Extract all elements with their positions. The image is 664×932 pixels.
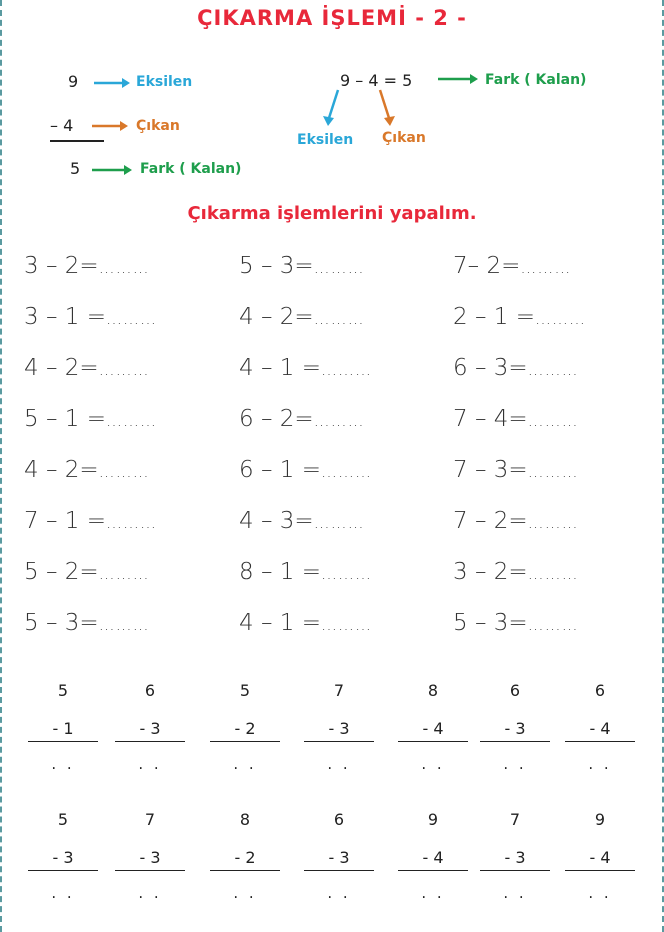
problem-expression: 5 – 1 = [24,406,106,432]
column-subtraction [398,681,468,781]
arrow-right-icon [90,163,134,177]
minuend: 6 [509,681,521,700]
answer-blank[interactable]: ……… [527,360,579,379]
problem-expression: 5 – 3= [24,610,99,636]
sum-line [50,140,104,142]
problem-expression: 6 – 2= [239,406,314,432]
subtrahend: - 3 [504,848,526,867]
problem-expression: 4 – 2= [239,304,314,330]
problem-expression: 7 – 3= [453,457,528,483]
diagram-difference: 5 [70,159,81,178]
subtraction-problem [24,508,157,534]
column-subtraction [115,681,185,781]
subtraction-problem [239,406,365,432]
subtraction-problem [239,610,372,636]
subtrahend: - 3 [504,719,526,738]
label-fark: Fark ( Kalan) [140,161,242,177]
subtraction-problem [239,253,365,279]
answer-blank[interactable]: ……… [105,513,157,532]
subtrahend: - 1 [52,719,74,738]
answer-blank[interactable]: ……… [527,411,579,430]
column-subtraction [28,681,98,781]
subtraction-problem [239,304,365,330]
minuend: 5 [239,681,251,700]
answer-blank[interactable]: ……… [313,258,365,277]
minuend: 9 [427,810,439,829]
column-subtraction [565,810,635,910]
answer-blank[interactable]: . . [588,884,612,902]
problem-expression: 4 – 2= [24,355,99,381]
answer-blank[interactable]: ……… [527,564,579,583]
problem-expression: 5 – 3= [239,253,314,279]
answer-blank[interactable]: ……… [320,564,372,583]
minuend: 6 [144,681,156,700]
subtrahend: - 4 [422,848,444,867]
answer-blank[interactable]: . . [233,755,257,773]
instructions: Çıkarma işlemlerini yapalım. [187,203,477,224]
problem-expression: 7 – 1 = [24,508,106,534]
sum-line [304,870,374,871]
problem-expression: 7 – 4= [453,406,528,432]
problem-expression: 4 – 3= [239,508,314,534]
column-subtraction [565,681,635,781]
column-subtraction [480,681,550,781]
answer-blank[interactable]: ……… [320,615,372,634]
answer-blank[interactable]: . . [51,884,75,902]
column-subtraction [304,810,374,910]
column-subtraction [304,681,374,781]
problem-expression: 3 – 2= [24,253,99,279]
minuend: 6 [594,681,606,700]
label-eksilen: Eksilen [136,74,193,90]
subtraction-problem [453,508,579,534]
answer-blank[interactable]: . . [327,755,351,773]
minuend: 7 [144,810,156,829]
subtrahend: - 3 [139,848,161,867]
diagram-subtrahend: – 4 [50,116,74,135]
column-subtraction [28,810,98,910]
subtraction-problem [24,610,150,636]
answer-blank[interactable]: ……… [527,513,579,532]
answer-blank[interactable]: . . [51,755,75,773]
problem-expression: 5 – 3= [453,610,528,636]
subtraction-problem [24,559,150,585]
subtrahend: - 3 [139,719,161,738]
problem-expression: 5 – 2= [24,559,99,585]
answer-blank[interactable]: . . [138,884,162,902]
sum-line [28,741,98,742]
subtraction-problem [453,610,579,636]
sum-line [480,870,550,871]
label-eksilen-right: Eksilen [297,132,354,148]
sum-line [115,870,185,871]
sum-line [480,741,550,742]
answer-blank[interactable]: ……… [98,360,150,379]
answer-blank[interactable]: ……… [534,309,586,328]
problem-expression: 2 – 1 = [453,304,535,330]
subtraction-problem [239,508,365,534]
column-subtraction [398,810,468,910]
minuend: 7 [333,681,345,700]
subtrahend: - 3 [328,848,350,867]
sum-line [115,741,185,742]
problem-expression: 7 – 2= [453,508,528,534]
answer-blank[interactable]: ……… [98,258,150,277]
answer-blank[interactable]: ……… [520,258,572,277]
answer-blank[interactable]: ……… [313,513,365,532]
problem-expression: 3 – 2= [453,559,528,585]
minuend: 5 [57,810,69,829]
column-subtraction [210,810,280,910]
subtrahend: - 4 [422,719,444,738]
minuend: 8 [427,681,439,700]
label-cikan-right: Çıkan [382,130,426,146]
answer-blank[interactable]: . . [503,755,527,773]
minuend: 8 [239,810,251,829]
column-subtraction [115,810,185,910]
subtraction-problem [24,406,157,432]
minuend: 9 [594,810,606,829]
sum-line [398,870,468,871]
answer-blank[interactable]: ……… [313,411,365,430]
subtrahend: - 4 [589,719,611,738]
subtrahend: - 4 [589,848,611,867]
arrow-right-icon [92,76,132,90]
subtraction-problem [239,457,372,483]
answer-blank[interactable]: ……… [98,564,150,583]
subtraction-problem [453,559,579,585]
answer-blank[interactable]: . . [503,884,527,902]
answer-blank[interactable]: . . [421,884,445,902]
sum-line [565,870,635,871]
answer-blank[interactable]: ……… [105,309,157,328]
subtraction-problem [453,406,579,432]
diagram-minuend: 9 [68,72,79,91]
subtraction-problem [239,559,372,585]
problem-expression: 6 – 3= [453,355,528,381]
problem-expression: 4 – 1 = [239,610,321,636]
answer-blank[interactable]: ……… [527,462,579,481]
problem-expression: 3 – 1 = [24,304,106,330]
answer-blank[interactable]: ……… [98,615,150,634]
answer-blank[interactable]: . . [233,884,257,902]
subtraction-problem [453,355,579,381]
answer-blank[interactable]: ……… [527,615,579,634]
answer-blank[interactable]: . . [138,755,162,773]
subtraction-problem [453,457,579,483]
sum-line [304,741,374,742]
arrow-right-icon [436,72,480,86]
problem-expression: 8 – 1 = [239,559,321,585]
answer-blank[interactable]: . . [327,884,351,902]
sum-line [565,741,635,742]
page-title: ÇIKARMA İŞLEMİ - 2 - [197,6,467,30]
minuend: 6 [333,810,345,829]
subtraction-problem [453,253,571,279]
arrow-down-left-icon [320,88,348,128]
arrow-right-icon [90,119,130,133]
answer-blank[interactable]: ……… [320,462,372,481]
subtrahend: - 3 [328,719,350,738]
subtrahend: - 3 [52,848,74,867]
subtraction-problem [24,355,150,381]
label-fark-right: Fark ( Kalan) [485,72,587,88]
subtrahend: - 2 [234,719,256,738]
problem-expression: 7– 2= [453,253,521,279]
answer-blank[interactable]: . . [421,755,445,773]
sum-line [398,741,468,742]
sum-line [210,870,280,871]
sum-line [28,870,98,871]
subtraction-problem [453,304,586,330]
minuend: 7 [509,810,521,829]
subtraction-problem [24,253,150,279]
subtraction-problem [24,304,157,330]
answer-blank[interactable]: . . [588,755,612,773]
answer-blank[interactable]: ……… [105,411,157,430]
problem-expression: 6 – 1 = [239,457,321,483]
diagram-equation: 9 – 4 = 5 [340,71,413,90]
problem-expression: 4 – 1 = [239,355,321,381]
minuend: 5 [57,681,69,700]
answer-blank[interactable]: ……… [320,360,372,379]
arrow-down-right-icon [374,88,402,128]
column-subtraction [480,810,550,910]
subtraction-problem [239,355,372,381]
column-subtraction [210,681,280,781]
subtraction-problem [24,457,150,483]
subtrahend: - 2 [234,848,256,867]
label-cikan: Çıkan [136,118,180,134]
answer-blank[interactable]: ……… [313,309,365,328]
sum-line [210,741,280,742]
answer-blank[interactable]: ……… [98,462,150,481]
problem-expression: 4 – 2= [24,457,99,483]
